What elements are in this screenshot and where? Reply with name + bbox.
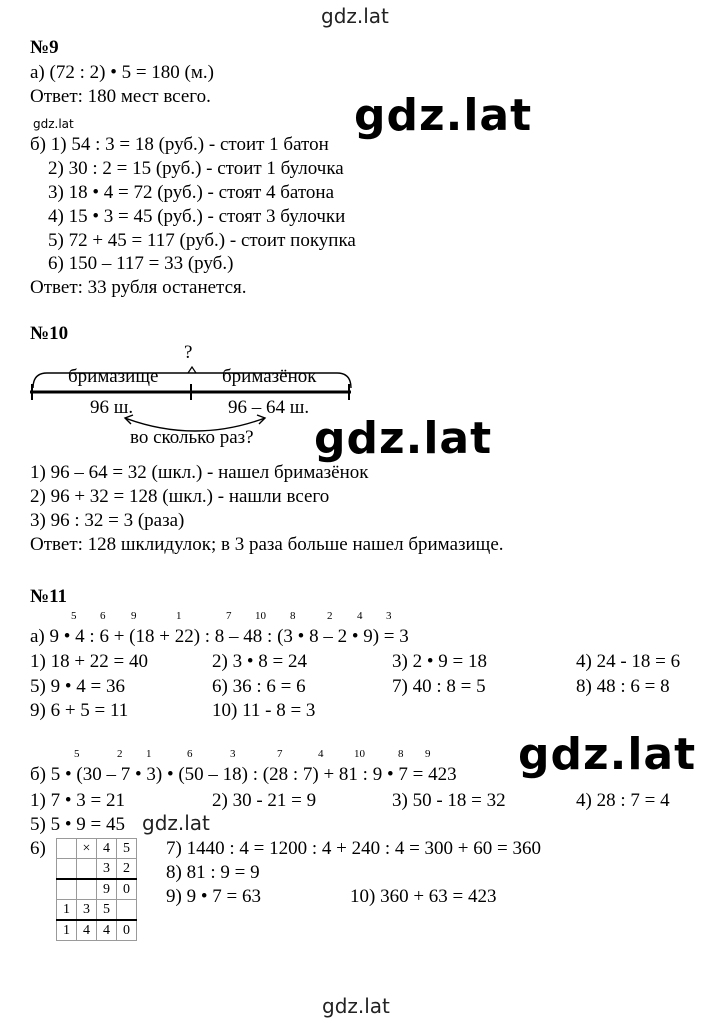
order-number: 1	[146, 748, 152, 760]
grid-cell: 0	[117, 920, 137, 941]
diagram-total-question: ?	[184, 342, 193, 363]
watermark-bottom: gdz.lat	[322, 994, 390, 1018]
grid-cell: 5	[97, 900, 117, 921]
diagram-right-value: 96 – 64 ш.	[228, 397, 310, 418]
task11-a-step: 7) 40 : 8 = 5	[392, 676, 486, 697]
task10-heading: №10	[30, 323, 69, 344]
task11-a-step: 5) 9 • 4 = 36	[30, 676, 125, 697]
watermark-large: gdz.lat	[354, 90, 533, 141]
order-number: 3	[230, 748, 236, 760]
grid-cell: 5	[117, 839, 137, 859]
watermark-top: gdz.lat	[321, 4, 389, 28]
grid-cell	[77, 859, 97, 880]
grid-cell: 4	[97, 920, 117, 941]
grid-cell: 9	[97, 879, 117, 900]
task10-line: 3) 96 : 32 = 3 (раза)	[30, 510, 185, 531]
order-number: 9	[131, 610, 137, 622]
task11-b-step: 8) 81 : 9 = 9	[166, 862, 260, 883]
task11-a-step: 2) 3 • 8 = 24	[212, 651, 307, 672]
task11-b-step: 7) 1440 : 4 = 1200 : 4 + 240 : 4 = 300 + 60 = 360	[166, 838, 541, 859]
task11-b-step: 3) 50 - 18 = 32	[392, 790, 506, 811]
watermark-large: gdz.lat	[314, 413, 493, 464]
grid-cell	[57, 859, 77, 880]
diagram-bottom-question: во сколько раз?	[130, 427, 254, 448]
task11-a-step: 10) 11 - 8 = 3	[212, 700, 316, 721]
grid-cell: 3	[77, 900, 97, 921]
task10-line: 2) 96 + 32 = 128 (шкл.) - нашли всего	[30, 486, 330, 507]
watermark-small: gdz.lat	[33, 117, 74, 131]
grid-cell: 1	[57, 920, 77, 941]
times-sign: ×	[77, 839, 97, 859]
task11-b-step: 2) 30 - 21 = 9	[212, 790, 317, 811]
task9-a-answer: Ответ: 180 мест всего.	[30, 86, 211, 107]
watermark-large: gdz.lat	[518, 729, 697, 780]
task11-a-expression: а) 9 • 4 : 6 + (18 + 22) : 8 – 48 : (3 • 8 – 2 • 9) = 3	[30, 626, 409, 647]
task11-heading: №11	[30, 586, 68, 607]
watermark-inline: gdz.lat	[142, 811, 210, 835]
order-number: 2	[327, 610, 333, 622]
task11-b-step: 5) 5 • 9 = 45	[30, 814, 125, 835]
task11-a-step: 3) 2 • 9 = 18	[392, 651, 487, 672]
grid-cell: 2	[117, 859, 137, 880]
task11-b-step: 10) 360 + 63 = 423	[350, 886, 497, 907]
task9-a-line: а) (72 : 2) • 5 = 180 (м.)	[30, 62, 214, 83]
order-number: 4	[318, 748, 324, 760]
order-number: 3	[386, 610, 392, 622]
diagram-left-value: 96 ш.	[90, 397, 134, 418]
task9-b-line: 3) 18 • 4 = 72 (руб.) - стоят 4 батона	[48, 182, 335, 203]
order-number: 10	[354, 748, 365, 760]
order-number: 10	[255, 610, 266, 622]
diagram-left-label: бримазище	[68, 366, 159, 387]
task9-b-line: 2) 30 : 2 = 15 (руб.) - стоит 1 булочка	[48, 158, 344, 179]
grid-cell: 3	[97, 859, 117, 880]
order-number: 8	[290, 610, 296, 622]
task11-a-step: 4) 24 - 18 = 6	[576, 651, 681, 672]
order-number: 8	[398, 748, 404, 760]
task9-b-line: 6) 150 – 117 = 33 (руб.)	[48, 253, 234, 274]
grid-cell: 1	[57, 900, 77, 921]
order-number: 5	[71, 610, 77, 622]
order-number: 2	[117, 748, 123, 760]
grid-cell: 0	[117, 879, 137, 900]
diagram-right-label: бримазёнок	[222, 366, 317, 387]
grid-cell: 4	[77, 920, 97, 941]
task11-a-step: 1) 18 + 22 = 40	[30, 651, 149, 672]
task11-b-step: 4) 28 : 7 = 4	[576, 790, 670, 811]
task11-b-step: 9) 9 • 7 = 63	[166, 886, 261, 907]
task9-b-answer: Ответ: 33 рубля останется.	[30, 277, 247, 298]
order-number: 6	[100, 610, 106, 622]
task9-heading: №9	[30, 37, 59, 58]
grid-cell	[117, 900, 137, 921]
order-number: 5	[74, 748, 80, 760]
order-number: 1	[176, 610, 182, 622]
order-number: 4	[357, 610, 363, 622]
task11-b-step: 1) 7 • 3 = 21	[30, 790, 125, 811]
grid-cell: 4	[97, 839, 117, 859]
task9-b-line: б) 1) 54 : 3 = 18 (руб.) - стоит 1 батон	[30, 134, 329, 155]
order-number: 7	[277, 748, 283, 760]
task9-b-line: 5) 72 + 45 = 117 (руб.) - стоит покупка	[48, 230, 356, 251]
task10-answer: Ответ: 128 шклидулок; в 3 раза больше нашел бримазище.	[30, 534, 504, 555]
task10-line: 1) 96 – 64 = 32 (шкл.) - нашел бримазёнок	[30, 462, 369, 483]
task9-b-line: 4) 15 • 3 = 45 (руб.) - стоят 3 булочки	[48, 206, 346, 227]
task11-a-step: 8) 48 : 6 = 8	[576, 676, 670, 697]
grid-cell	[77, 879, 97, 900]
order-number: 6	[187, 748, 193, 760]
order-number: 7	[226, 610, 232, 622]
column-multiplication	[56, 838, 137, 941]
step-6-label: 6)	[30, 838, 46, 859]
task11-a-step: 6) 36 : 6 = 6	[212, 676, 306, 697]
grid-cell	[57, 839, 77, 859]
task11-b-expression: б) 5 • (30 – 7 • 3) • (50 – 18) : (28 : 7) + 81 : 9 • 7 = 423	[30, 764, 457, 785]
grid-cell	[57, 879, 77, 900]
task11-a-step: 9) 6 + 5 = 11	[30, 700, 129, 721]
order-number: 9	[425, 748, 431, 760]
